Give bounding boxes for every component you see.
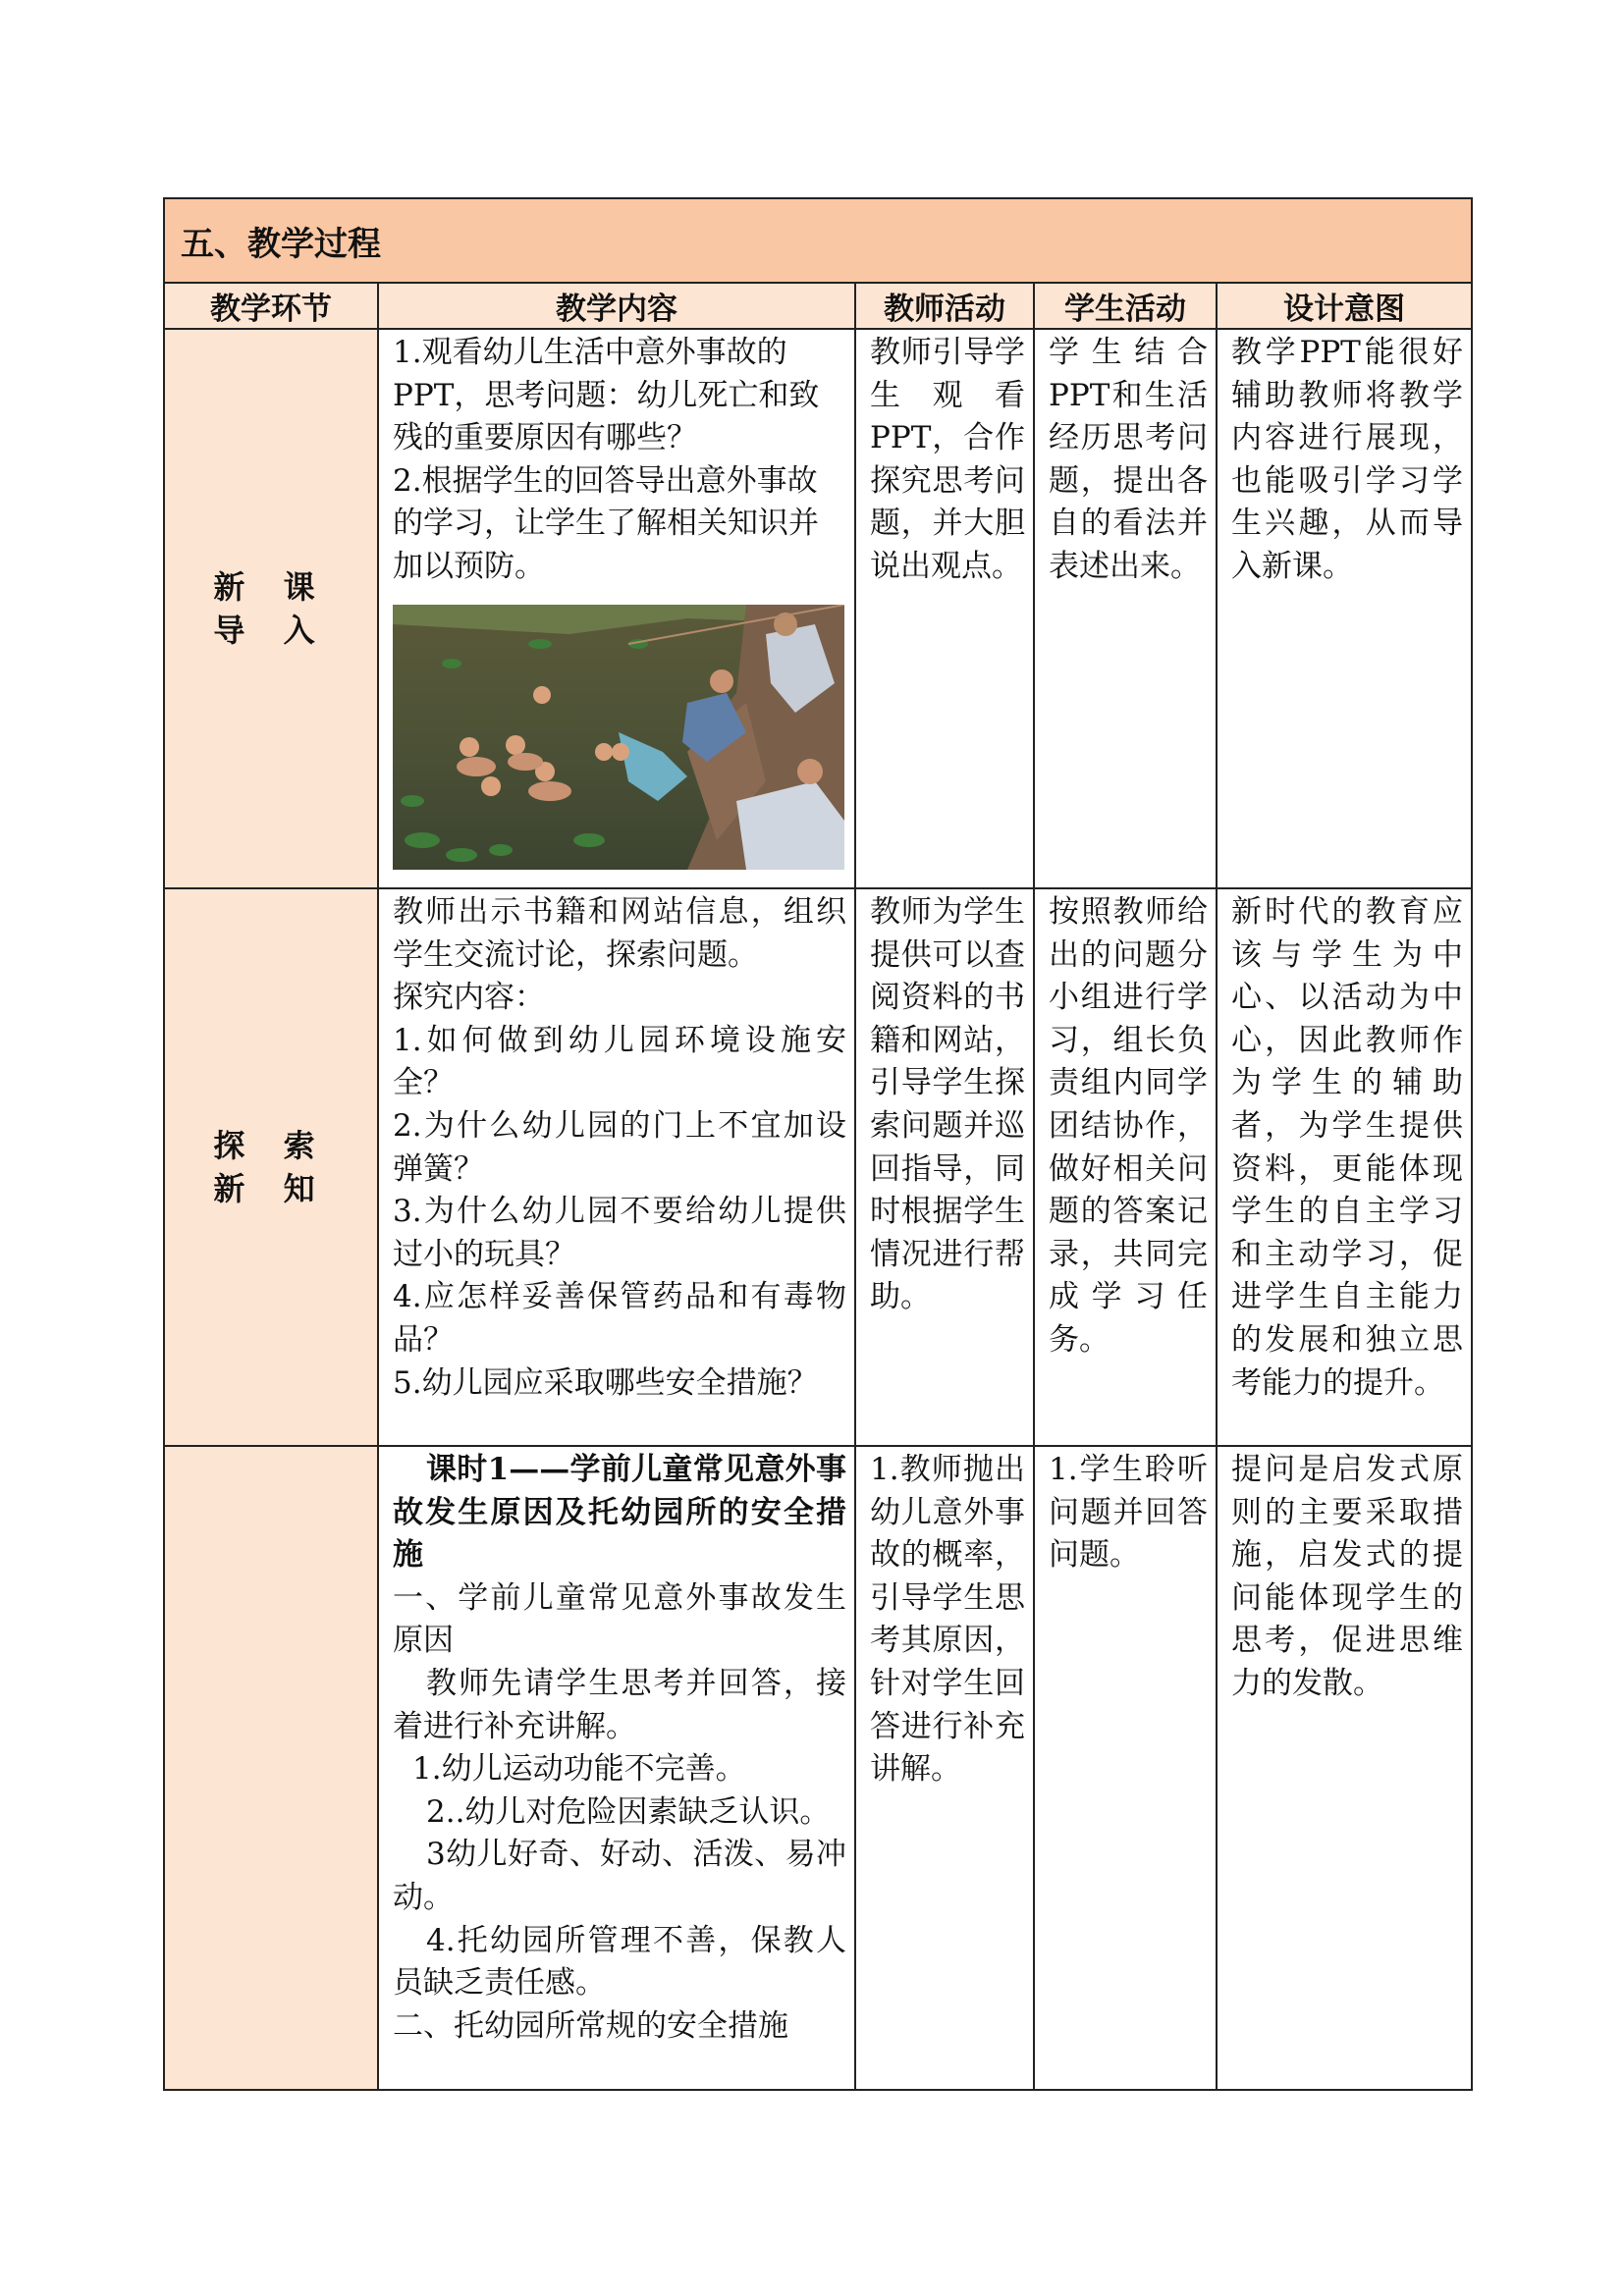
stage-label: 新 知 xyxy=(213,1170,329,1207)
student-activity-cell: 学生结合PPT和生活经历思考问题，提出各自的看法并表述出来。 xyxy=(1034,329,1217,888)
content-line: 2..幼儿对危险因素缺乏认识。 xyxy=(426,1793,831,1830)
content-line: 2.为什么幼儿园的门上不宜加设弹簧？ xyxy=(393,1107,846,1187)
content-line: 4.应怎样妥善保管药品和有毒物品？ xyxy=(393,1279,846,1358)
teacher-activity-cell: 教师引导学生观看PPT，合作探究思考问题，并大胆说出观点。 xyxy=(855,329,1034,888)
header-content: 教学内容 xyxy=(378,283,855,329)
header-stage: 教学环节 xyxy=(164,283,378,329)
teaching-process-table xyxy=(163,197,1473,2091)
lesson-title: 课时1——学前儿童常见意外事故发生原因及托幼园所的安全措施 xyxy=(393,1452,846,1574)
content-line: 教师出示书籍和网站信息，组织学生交流讨论，探索问题。 xyxy=(393,894,846,973)
content-line: 4.托幼园所管理不善，保教人员缺乏责任感。 xyxy=(393,1922,846,2002)
student-activity-cell: 按照教师给出的问题分小组进行学习，组长负责组内同学团结协作，做好相关问题的答案记录，共同完成学习任务。 xyxy=(1034,888,1217,1446)
design-intent-cell: 教学PPT能很好辅助教师将教学内容进行展现，也能吸引学习学生兴趣，从而导入新课。 xyxy=(1217,329,1472,888)
content-line: 探究内容： xyxy=(393,980,545,1016)
design-intent-cell: 提问是启发式原则的主要采取措施，启发式的提问能体现学生的思考，促进思维力的发散。 xyxy=(1217,1446,1472,2090)
content-line: 1.幼儿运动功能不完善。 xyxy=(412,1751,746,1788)
stage-cell xyxy=(164,1446,378,2090)
stage-label: 探 索 xyxy=(213,1127,329,1164)
stage-label: 导 入 xyxy=(213,612,329,649)
content-line: 教师先请学生思考并回答，接着进行补充讲解。 xyxy=(393,1665,846,1744)
teacher-activity-cell: 教师为学生提供可以查阅资料的书籍和网站，引导学生探索问题并巡回指导，同时根据学生情况进行帮助。 xyxy=(855,888,1034,1446)
student-activity-cell: 1.学生聆听问题并回答问题。 xyxy=(1034,1446,1217,2090)
content-line: 一、学前儿童常见意外事故发生原因 xyxy=(393,1579,846,1659)
content-line: 3.为什么幼儿园不要给幼儿提供过小的玩具？ xyxy=(393,1194,846,1272)
content-line: 二、托幼园所常规的安全措施 xyxy=(393,2007,788,2044)
table-row xyxy=(164,888,1472,1446)
stage-cell xyxy=(164,329,378,888)
stage-label: 新 课 xyxy=(213,568,329,606)
content-cell xyxy=(378,329,855,888)
header-teacher-activity: 教师活动 xyxy=(855,283,1034,329)
table-row xyxy=(164,329,1472,888)
rescue-photo-image xyxy=(393,605,844,870)
header-student-activity: 学生活动 xyxy=(1034,283,1217,329)
content-line: 1.如何做到幼儿园环境设施安全？ xyxy=(393,1022,846,1101)
table-row xyxy=(164,1446,1472,2090)
content-line: 3幼儿好奇、好动、活泼、易冲动。 xyxy=(393,1837,846,1915)
content-line: 2.根据学生的回答导出意外事故的学习，让学生了解相关知识并加以预防。 xyxy=(393,462,819,584)
content-line: 5.幼儿园应采取哪些安全措施？ xyxy=(393,1364,818,1401)
header-design-intent: 设计意图 xyxy=(1217,283,1472,329)
content-cell xyxy=(378,888,855,1446)
content-line: 1.观看幼儿生活中意外事故的PPT，思考问题：幼儿死亡和致残的重要原因有哪些？ xyxy=(393,335,820,456)
teacher-activity-cell: 1.教师抛出幼儿意外事故的概率，引导学生思考其原因，针对学生回答进行补充讲解。 xyxy=(855,1446,1034,2090)
content-cell xyxy=(378,1446,855,2090)
stage-cell xyxy=(164,888,378,1446)
design-intent-cell: 新时代的教育应该与学生为中心、以活动为中心，因此教师作为学生的辅助者，为学生提供资料，更能体现学生的自主学习和主动学习，促进学生自主能力的发展和独立思考能力的提升。 xyxy=(1217,888,1472,1446)
section-title: 五、教学过程 xyxy=(164,198,1472,283)
